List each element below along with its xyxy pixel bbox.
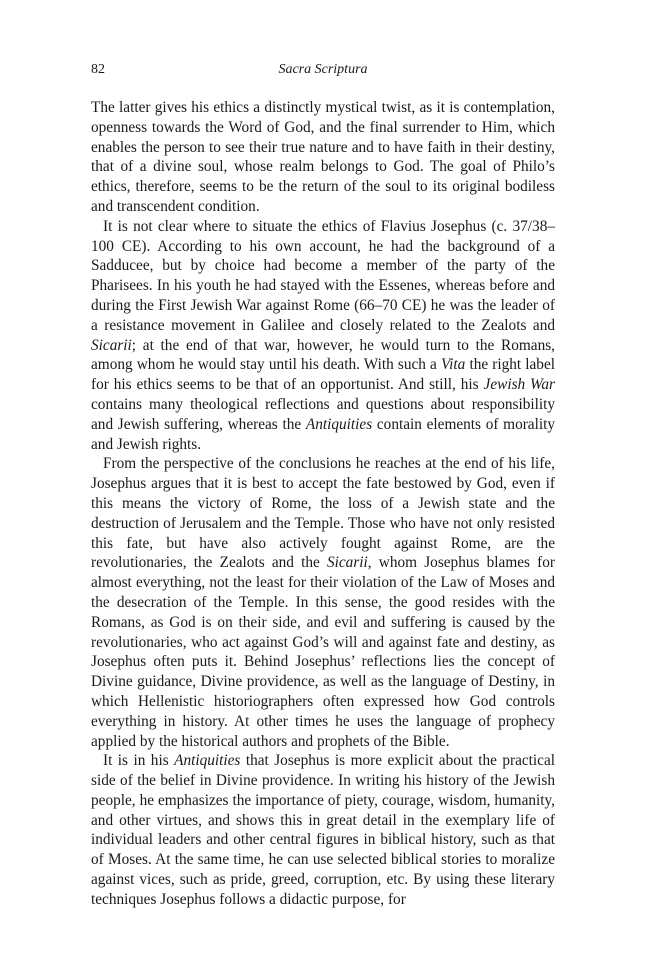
text-run: It is in his: [103, 752, 175, 770]
text-run: contain elements of morality and Jewish rights.: [91, 415, 555, 453]
text-run: contains many theological reflections and questions about responsibility and Jewish suffering, whereas the: [91, 395, 555, 433]
italic-title-run: Sicarii: [91, 336, 132, 354]
text-run: The latter gives his ethics a distinctly mystical twist, as it is contemplation, openness towards the Word of God, and the final surrender to Him, which enables the person to see their true nature and to have faith in their destiny, that of a divine soul, whose realm belongs to God. The goal of Philo’s ethics, therefore, seems to be the return of the soul to its original bodiless and transcendent condition.: [91, 99, 555, 215]
text-run: the right label for his ethics seems to be that of an opportunist. And still, his: [91, 356, 555, 394]
paragraph: [91, 217, 555, 455]
book-page: [91, 62, 555, 910]
text-run: It is not clear where to situate the ethics of Flavius Josephus (c. 37/38–100 CE). According to his own account, he had the background of a Sadducee, but by choice had become a member of the party of the Pharisees. In his youth he had stayed with the Essenes, whereas before and during the First Jewish War against Rome (66–70 CE) he was the leader of a resistance movement in Galilee and closely related to the Zealots and: [91, 217, 555, 334]
text-run: ; at the end of that war, however, he would turn to the Romans, among whom he would stay until his death. With such a: [91, 336, 555, 374]
text-run: that Josephus is more explicit about the practical side of the belief in Divine providence. In writing his history of the Jewish people, he emphasizes the importance of piety, courage, wisdom, humanity, and other virtues, and shows this in great detail in the exemplary life of individual leaders and other central figures in biblical history, such as that of Moses. At the same time, he can use selected biblical stories to moralize against vices, such as pride, greed, corruption, etc. By using these literary techniques Josephus follows a didactic purpose, for: [91, 752, 555, 908]
italic-title-run: Jewish War: [483, 376, 556, 394]
body-text: [91, 98, 555, 910]
italic-title-run: Sicarii: [326, 554, 368, 572]
italic-title-run: Antiquities: [305, 415, 373, 433]
running-head: [91, 62, 555, 84]
paragraph: [91, 454, 555, 751]
paragraph: [91, 98, 555, 217]
text-run: From the perspective of the conclusions he reaches at the end of his life, Josephus argues that it is best to accept the fate bestowed by God, even if this means the victory of Rome, the loss of a Jewish state and the destruction of Jerusalem and the Temple. Those who have not only resisted this fate, but have also actively fought against Rome, are the revolutionaries, the Zealots and the: [91, 455, 555, 572]
italic-title-run: Vita: [440, 356, 466, 374]
page-number: 82: [91, 62, 105, 77]
running-title: Sacra Scriptura: [278, 62, 368, 77]
text-run: , whom Josephus blames for almost everything, not the least for their violation of the Law of Moses and the desecration of the Temple. In this sense, the good resides with the Romans, as God is on their side, and evil and suffering is caused by the revolutionaries, who act against God’s will and against fate and destiny, as Josephus often puts it. Behind Josephus’ reflections lies the concept of Divine guidance, Divine providence, as well as the language of Destiny, in which Hellenistic historiographers often expressed how God controls everything in history. At other times he uses the language of prophecy applied by the historical authors and prophets of the Bible.: [91, 554, 555, 750]
paragraph: [91, 751, 555, 909]
italic-title-run: Antiquities: [174, 752, 241, 770]
